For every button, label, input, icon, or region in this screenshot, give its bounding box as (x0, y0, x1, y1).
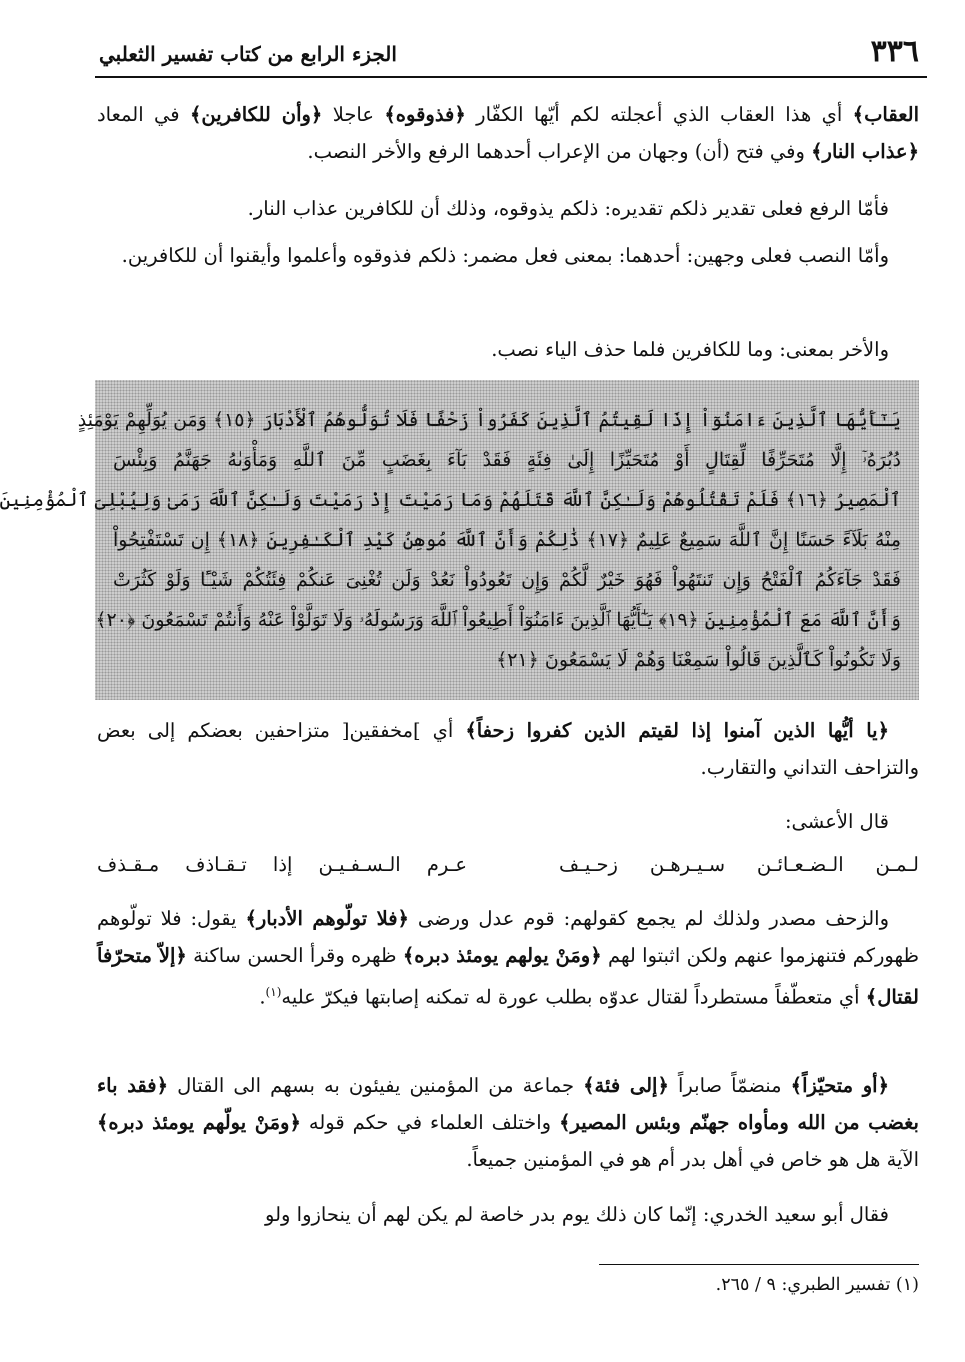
paragraph-4: والأخر بمعنى: وما للكافرين فلما حذف الياء نصب. (491, 338, 889, 361)
quran-line: وَلَا تَكُونُواْ كَٱلَّذِينَ قَالُواْ سَمِعْنَا وَهُمْ لَا يَسْمَعُونَ ﴿٢١﴾ (496, 649, 901, 671)
quran-line: دُبُرَهُۥٓ إِلَّا مُتَحَرِّفًا لِّقِتَالٍ أَوْ مُتَحَيِّزًا إِلَىٰ فِئَةٍ فَقَدْ بَآءَ بِغَضَبٍ مِّنَ ٱللَّهِ وَمَأْوَىٰهُ جَهَنَّمُ وَبِئْسَ (113, 449, 901, 471)
body-text: منضمّاً صابراً (668, 1074, 791, 1097)
body-text: الآية هل هو خاص في أهل بدر أم هو في المؤمنين جميعاً. (466, 1148, 919, 1171)
quran-quote: ﴿ومَنْ يولهم يومئذ دبره﴾ (402, 944, 602, 967)
quran-quote: العقاب﴾ (852, 103, 919, 126)
quran-line: يَـٰٓأَيُّهَا ٱلَّذِينَ ءَامَنُوٓاْ إِذَا لَقِيتُمُ ٱلَّذِينَ كَفَرُواْ زَحْفًا فَلَا تُوَلُّوهُمُ ٱلْأَدْبَارَ ﴿١٥﴾ وَمَن يُوَلِّهِمْ يَوْمَئِذٍ (77, 409, 901, 431)
body-text: أي متعطّفاً مستطرداً لقتال عدوّه بطلب عورة له تمكنه إصابتها فيكرّ عليه (281, 985, 866, 1009)
quran-quote: ﴿يا أيُّها الذين آمنوا إذا لقيتم الذين كفروا زحفاً﴾ (465, 719, 889, 742)
body-text: عاجلا (322, 103, 385, 126)
footnote: (١) تفسير الطبري: ٩ / ٢٦٥. (715, 1275, 919, 1295)
paragraph-2: فأمّا الرفع فعلى تقدير ذلكم تقديره: ذلكم يذوقوه، وذلك أن للكافرين عذاب النار. (247, 197, 889, 220)
quran-verses-box (0, 380, 919, 700)
paragraph-6: قال الأعشى: (784, 810, 889, 833)
quran-quote: ﴿إلى فئة﴾ (583, 1074, 669, 1097)
quran-line: فَقَدْ جَآءَكُمُ ٱلْفَتْحُ وَإِن تَنتَهُواْ فَهُوَ خَيْرٌ لَّكُمْ وَإِن تَعُودُواْ نَعُدْ وَلَن تُغْنِىَ عَنكُمْ فِئَتُكُمْ شَيْـًٔا وَلَوْ كَثُرَتْ (113, 569, 901, 591)
body-text: أي هذا العقاب الذي أعجلته لكم أيّها الكفّار (465, 103, 853, 126)
quran-quote: ﴿وأن للكافرين﴾ (189, 103, 323, 126)
quran-quote: ﴿ومَنْ يولّهم يومئذ دبره﴾ (97, 1111, 301, 1134)
paragraph-3: وأمّا النصب فعلى وجهين: أحدهما: بمعنى فعل مضمر: ذلكم فذوقوه وأعلموا وأيقنوا أن للكافرين. (121, 244, 889, 267)
quran-quote: ﴿فلا تولّوهم الأدبار﴾ (245, 907, 409, 930)
page-header (95, 30, 927, 78)
quran-quote: ﴿إلاّ متحرّفاً لقتال﴾ (97, 944, 919, 1009)
poetry-verse (97, 853, 919, 893)
quran-quote: ﴿فقد باء بغضب من الله ومأواه جهنّم وبئس المصير﴾ (97, 1074, 919, 1134)
verse-hemistich-1: لـمـن الـضـعـائـن سـيـرهـن زحـيـف (559, 853, 919, 876)
body-text: . (259, 985, 266, 1009)
body-text: واختلف العلماء في حكم قوله (300, 1111, 560, 1134)
quran-line: مِنْهُ بَلَآءً حَسَنًا إِنَّ ٱللَّهَ سَمِيعٌ عَلِيمٌ ﴿١٧﴾ ذَٰلِكُمْ وَأَنَّ ٱللَّهَ مُوهِنُ كَيْدِ ٱلْكَـٰفِرِينَ ﴿١٨﴾ إِن تَسْتَفْتِحُواْ (113, 529, 901, 551)
paragraph-5 (97, 712, 919, 786)
footnote-divider (599, 1264, 919, 1265)
quran-line: ٱلْمَصِيرُ ﴿١٦﴾ فَلَمْ تَقْتُلُوهُمْ وَلَـٰكِنَّ ٱللَّهَ قَتَلَهُمْ وَمَا رَمَيْتَ إِذْ رَمَيْتَ وَلَـٰكِنَّ ٱللَّهَ رَمَىٰ وَلِيُبْلِىَ ٱلْمُؤْمِنِينَ (0, 489, 901, 511)
quran-line: وَأَنَّ ٱللَّهَ مَعَ ٱلْمُؤْمِنِينَ ﴿١٩﴾ يَـٰٓأَيُّهَا ٱلَّذِينَ ءَامَنُوٓاْ أَطِيعُواْ ٱللَّهَ وَرَسُولَهُۥ وَلَا تَوَلَّوْاْ عَنْهُ وَأَنتُمْ تَسْمَعُونَ ﴿٢٠﴾ (95, 609, 901, 631)
body-text: جماعة من المؤمنين يفيئون به بسهم الى القتال (168, 1074, 584, 1097)
verse-hemistich-2: عـرم الـسـفـيـن إذا تـقـاذف مـقـذف (97, 853, 467, 876)
body-text: وفي فتح (أن) وجهان من الإعراب أحدهما الرفع والأخر النصب. (307, 140, 812, 163)
paragraph-9: فقال أبو سعيد الخدري: إنّما كان ذلك يوم بدر خاصة لم يكن لهم أن ينحازوا ولو (265, 1203, 889, 1226)
quran-quote: ﴿أو متحيّزاً﴾ (790, 1074, 889, 1097)
body-text: والزحف مصدر ولذلك لم يجمع كقولهم: قوم عدل ورضى (408, 907, 889, 930)
paragraph-8 (97, 1067, 919, 1178)
quran-quote: ﴿فذوقوه﴾ (384, 103, 466, 126)
paragraph-1 (97, 96, 919, 170)
running-title: الجزء الرابع من كتاب تفسير الثعلبي (99, 42, 397, 66)
body-text: أي ]مخفقين[ متزاحفين بعضكم إلى بعض والتزاحف التداني والتقارب. (97, 719, 919, 779)
body-text: يقول: فلا تولّوهم ظهوركم فتنهزموا عنهم ولكن اثبتوا لهم (97, 907, 919, 967)
body-text: في المعاد (97, 103, 190, 126)
quran-quote: ﴿عذاب النار﴾ (811, 140, 919, 163)
footnote-reference[interactable]: (١) (265, 985, 282, 999)
page-number: ٣٣٦ (870, 34, 919, 69)
paragraph-7 (97, 900, 919, 1016)
body-text: ظهره وقرأ الحسن ساكنة (186, 944, 403, 967)
